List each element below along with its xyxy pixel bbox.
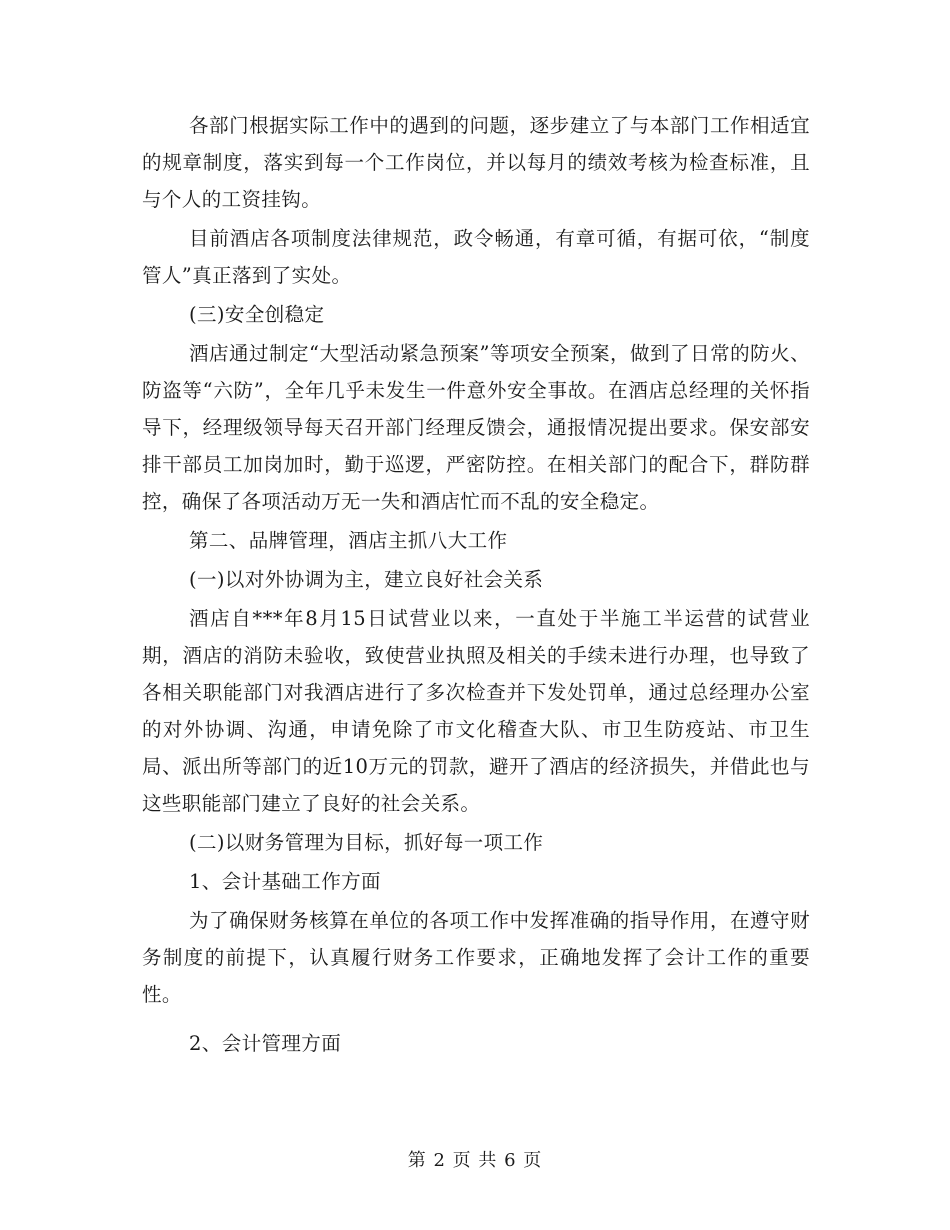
paragraph-accounting-guidance: 为了确保财务核算在单位的各项工作中发挥准确的指导作用，在遵守财务制度的前提下，认真履行财务工作要求，正确地发挥了会计工作的重要性。 <box>142 909 810 1006</box>
heading-accounting-management: 2、会计管理方面 <box>189 1032 342 1055</box>
paragraph-trial-operation: 酒店自***年8月15日试营业以来，一直处于半施工半运营的试营业期，酒店的消防未验收，致使营业执照及相关的手续未进行办理，也导致了各相关职能部门对我酒店进行了多次检查并下发处罚单，通过总经理办公室的对外协调、沟通，申请免除了市文化稽查大队、市卫生防疫站、市卫生局、派出所等部门的近10万元的罚款，避开了酒店的经济损失，并借此也与这些职能部门建立了良好的社会关系。 <box>142 607 810 815</box>
heading-safety-stability: (三)安全创稳定 <box>189 303 325 326</box>
document-body <box>142 107 810 1064</box>
paragraph-system-management: 目前酒店各项制度法律规范，政令畅通，有章可循，有据可依，“制度管人”真正落到了实处。 <box>142 227 810 287</box>
heading-external-coordination: (一)以对外协调为主，建立良好社会关系 <box>189 568 544 591</box>
page-number-footer: 第 2 页 共 6 页 <box>407 1150 543 1171</box>
paragraph-safety-plan: 酒店通过制定“大型活动紧急预案”等项安全预案，做到了日常的防火、防盗等“六防”，全年几乎未发生一件意外安全事故。在酒店总经理的关怀指导下，经理级领导每天召开部门经理反馈会，通报情况提出要求。保安部安排干部员工加岗加时，勤于巡逻，严密防控。在相关部门的配合下，群防群控，确保了各项活动万无一失和酒店忙而不乱的安全稳定。 <box>142 342 810 513</box>
paragraph-rules-established: 各部门根据实际工作中的遇到的问题，逐步建立了与本部门工作相适宜的规章制度，落实到每一个工作岗位，并以每月的绩效考核为检查标准，且与个人的工资挂钩。 <box>142 114 810 211</box>
heading-brand-management: 第二、品牌管理，酒店主抓八大工作 <box>189 529 508 552</box>
heading-financial-management: (二)以财务管理为目标，抓好每一项工作 <box>189 831 544 854</box>
heading-accounting-basics: 1、会计基础工作方面 <box>189 870 381 893</box>
